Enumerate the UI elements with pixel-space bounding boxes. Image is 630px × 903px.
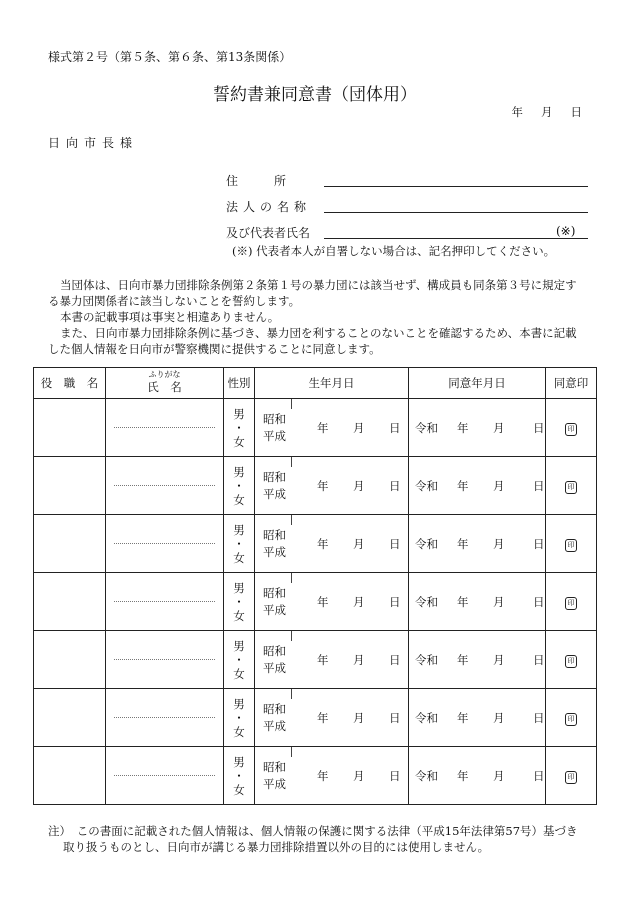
table-row [34,747,597,805]
name-cell[interactable] [106,689,224,747]
seal-icon: 印 [565,655,577,668]
corp-name-label: 法人の名称 [226,200,312,214]
birth-month: 月 [353,595,365,609]
era-tick [291,515,292,525]
consent-month: 月 [493,653,505,667]
birth-cell[interactable] [255,399,409,457]
sex-dot: ・ [233,652,245,667]
era-heisei: 平成 [263,603,286,617]
sex-cell[interactable] [224,457,255,515]
sex-dot: ・ [233,420,245,435]
seal-icon: 印 [565,713,577,726]
seal-cell[interactable] [546,399,597,457]
birth-day: 日 [389,711,401,725]
consent-date-cell[interactable] [409,747,546,805]
consent-year: 年 [457,653,469,667]
era-reiwa: 令和 [415,711,438,725]
seal-cell[interactable] [546,631,597,689]
sex-male: 男 [233,406,245,421]
birth-day: 日 [389,653,401,667]
birth-year: 年 [317,537,329,551]
era-showa: 昭和 [263,412,286,426]
seal-icon: 印 [565,481,577,494]
era-showa: 昭和 [263,644,286,658]
furigana-divider [114,717,215,718]
seal-icon: 印 [565,597,577,610]
signature-note: (※) 代表者本人が自署しない場合は、記名押印してください。 [232,244,556,258]
sex-male: 男 [233,696,245,711]
consent-date-cell[interactable] [409,399,546,457]
birth-cell[interactable] [255,573,409,631]
table-row [34,631,597,689]
era-reiwa: 令和 [415,479,438,493]
consent-date-cell[interactable] [409,457,546,515]
position-cell[interactable] [34,399,106,457]
position-cell[interactable] [34,631,106,689]
table-row [34,689,597,747]
name-cell[interactable] [106,747,224,805]
sex-female: 女 [233,434,245,449]
consent-date-cell[interactable] [409,515,546,573]
date-month: 月 [541,105,553,119]
member-rows [34,399,597,805]
name-cell[interactable] [106,631,224,689]
era-reiwa: 令和 [415,653,438,667]
sex-female: 女 [233,666,245,681]
header-name [106,368,224,399]
sex-male: 男 [233,754,245,769]
consent-day: 日 [533,653,545,667]
address-field[interactable] [324,186,588,187]
era-tick [291,457,292,467]
consent-year: 年 [457,595,469,609]
era-tick [291,573,292,583]
birth-year: 年 [317,421,329,435]
name-cell[interactable] [106,515,224,573]
birth-year: 年 [317,769,329,783]
header-position: 役 職 名 [34,368,106,399]
furigana-divider [114,601,215,602]
era-tick [291,689,292,699]
header-consent-date: 同意年月日 [409,368,546,399]
consent-day: 日 [533,421,545,435]
page-title: 誓約書兼同意書（団体用） [213,85,417,105]
era-heisei: 平成 [263,487,286,501]
date-year: 年 [511,105,523,119]
consent-month: 月 [493,537,505,551]
era-heisei: 平成 [263,777,286,791]
sex-cell[interactable] [224,573,255,631]
sex-dot: ・ [233,710,245,725]
consent-day: 日 [533,595,545,609]
rep-name-label: 及び代表者氏名 [226,226,311,240]
rep-mark: (※) [556,224,576,238]
position-cell[interactable] [34,457,106,515]
seal-icon: 印 [565,539,577,552]
birth-cell[interactable] [255,457,409,515]
birth-day: 日 [389,595,401,609]
sex-dot: ・ [233,768,245,783]
sex-dot: ・ [233,536,245,551]
consent-month: 月 [493,769,505,783]
consent-month: 月 [493,479,505,493]
birth-year: 年 [317,653,329,667]
birth-cell[interactable] [255,631,409,689]
statement-consent: また、日向市暴力団排除条例に基づき、暴力団を利することのないことを確認するため、本書に記載した個人情報を日向市が警察機関に提供することに同意します。 [48,326,577,356]
sex-male: 男 [233,522,245,537]
seal-icon: 印 [565,423,577,436]
era-heisei: 平成 [263,661,286,675]
rep-name-field[interactable] [324,238,588,239]
birth-year: 年 [317,595,329,609]
sex-cell[interactable] [224,399,255,457]
name-cell[interactable] [106,399,224,457]
consent-date-cell[interactable] [409,631,546,689]
era-showa: 昭和 [263,586,286,600]
sex-female: 女 [233,724,245,739]
consent-date-cell[interactable] [409,689,546,747]
birth-month: 月 [353,537,365,551]
sex-male: 男 [233,580,245,595]
sex-cell[interactable] [224,631,255,689]
sex-cell[interactable] [224,689,255,747]
sex-dot: ・ [233,594,245,609]
birth-day: 日 [389,769,401,783]
furigana-divider [114,659,215,660]
consent-year: 年 [457,479,469,493]
furigana-divider [114,775,215,776]
position-cell[interactable] [34,573,106,631]
footnote [48,823,598,855]
table-row [34,399,597,457]
sex-female: 女 [233,608,245,623]
sex-male: 男 [233,464,245,479]
table-row [34,457,597,515]
era-reiwa: 令和 [415,421,438,435]
sex-dot: ・ [233,478,245,493]
header-name-label: 氏 名 [147,379,182,394]
header-sex: 性別 [224,368,255,399]
consent-date-cell[interactable] [409,573,546,631]
header-birth: 生年月日 [255,368,409,399]
consent-day: 日 [533,769,545,783]
address-label: 住 所 [226,174,287,188]
position-cell[interactable] [34,515,106,573]
furigana-divider [114,543,215,544]
footnote-line1: この書面に記載された個人情報は、個人情報の保護に関する法律（平成15年法律第57号）基づき [76,824,578,838]
member-table [33,367,597,805]
era-showa: 昭和 [263,528,286,542]
corp-name-field[interactable] [324,212,588,213]
addressee: 日向市長様 [48,136,139,150]
consent-month: 月 [493,711,505,725]
era-tick [291,747,292,757]
statement-truth: 本書の記載事項は事実と相違ありません。 [60,310,280,324]
era-reiwa: 令和 [415,769,438,783]
consent-year: 年 [457,537,469,551]
position-cell[interactable] [34,747,106,805]
birth-cell[interactable] [255,515,409,573]
seal-icon: 印 [565,771,577,784]
position-cell[interactable] [34,689,106,747]
seal-cell[interactable] [546,515,597,573]
era-reiwa: 令和 [415,537,438,551]
era-heisei: 平成 [263,545,286,559]
era-heisei: 平成 [263,429,286,443]
furigana-divider [114,485,215,486]
era-reiwa: 令和 [415,595,438,609]
consent-year: 年 [457,711,469,725]
consent-year: 年 [457,421,469,435]
era-tick [291,631,292,641]
birth-month: 月 [353,653,365,667]
footnote-line2: 取り扱うものとし、日向市が講じる暴力団排除措置以外の目的には使用しません。 [63,840,490,854]
seal-cell[interactable] [546,747,597,805]
sex-female: 女 [233,550,245,565]
furigana-divider [114,427,215,428]
sex-cell[interactable] [224,515,255,573]
birth-day: 日 [389,537,401,551]
table-row [34,573,597,631]
birth-month: 月 [353,421,365,435]
name-cell[interactable] [106,457,224,515]
sex-cell[interactable] [224,747,255,805]
seal-cell[interactable] [546,573,597,631]
date-day: 日 [570,105,582,119]
era-tick [291,399,292,409]
header-furigana: ふりがな [148,369,181,379]
era-showa: 昭和 [263,470,286,484]
birth-month: 月 [353,769,365,783]
consent-day: 日 [533,479,545,493]
table-row [34,515,597,573]
birth-month: 月 [353,479,365,493]
era-heisei: 平成 [263,719,286,733]
era-showa: 昭和 [263,702,286,716]
seal-cell[interactable] [546,689,597,747]
era-showa: 昭和 [263,760,286,774]
consent-month: 月 [493,421,505,435]
sex-male: 男 [233,638,245,653]
birth-day: 日 [389,421,401,435]
consent-month: 月 [493,595,505,609]
consent-year: 年 [457,769,469,783]
name-cell[interactable] [106,573,224,631]
birth-cell[interactable] [255,747,409,805]
sex-female: 女 [233,492,245,507]
consent-day: 日 [533,711,545,725]
form-number: 様式第２号（第５条、第６条、第13条関係） [48,50,292,64]
footnote-label: 注） [48,824,66,838]
birth-day: 日 [389,479,401,493]
birth-year: 年 [317,479,329,493]
header-seal: 同意印 [546,368,597,399]
seal-cell[interactable] [546,457,597,515]
sex-female: 女 [233,782,245,797]
statement-pledge: 当団体は、日向市暴力団排除条例第２条第１号の暴力団には該当せず、構成員も同条第３号に規定する暴力団関係者に該当しないことを誓約します。 [48,278,577,308]
birth-month: 月 [353,711,365,725]
birth-year: 年 [317,711,329,725]
date-line [494,104,583,120]
birth-cell[interactable] [255,689,409,747]
consent-day: 日 [533,537,545,551]
